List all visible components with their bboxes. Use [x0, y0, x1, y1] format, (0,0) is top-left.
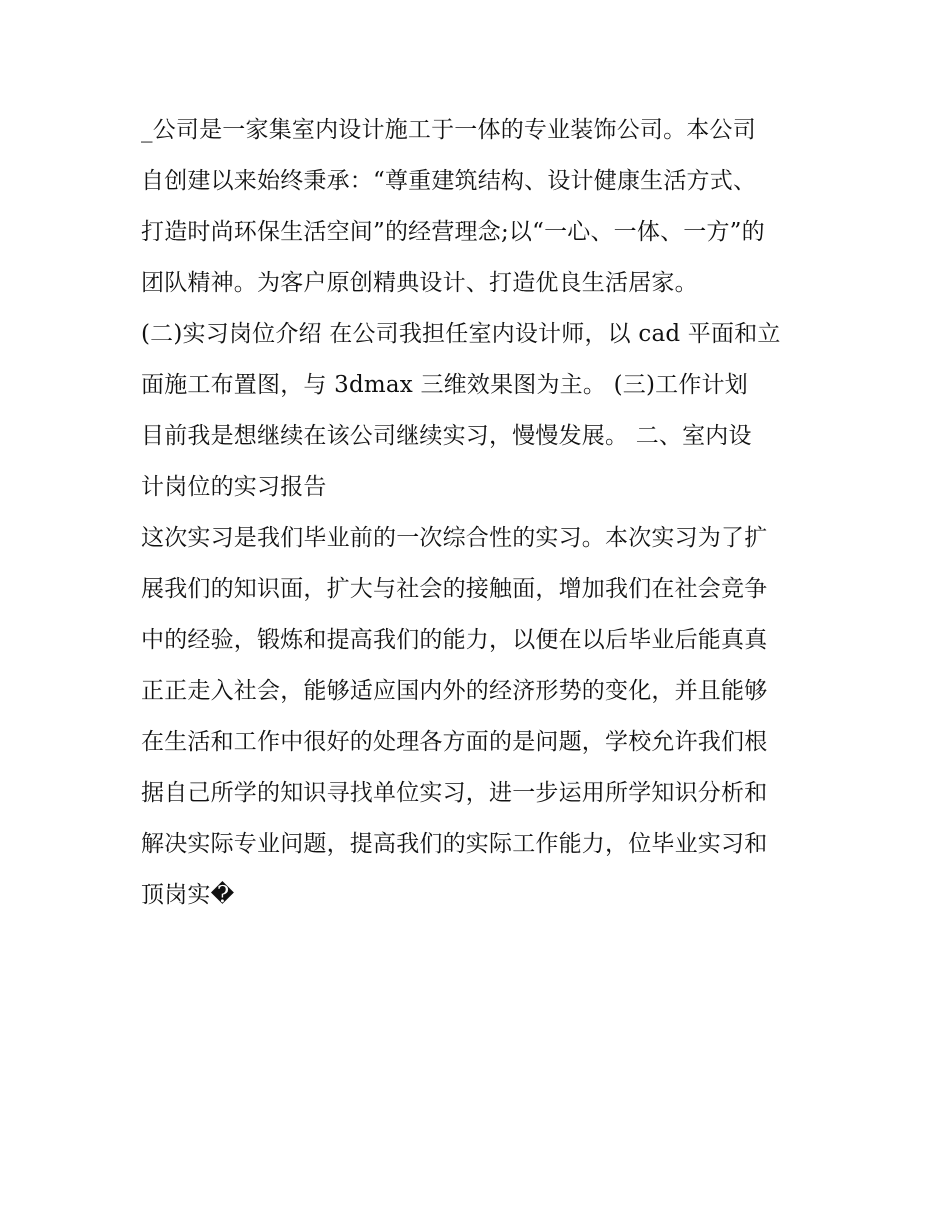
text-line-2: 自创建以来始终秉承：“尊重建筑结构、设计健康生活方式、 — [141, 168, 757, 194]
text-line-4: 团队精神。为客户原创精典设计、打造优良生活居家。 — [141, 270, 698, 296]
text-line-5: (二)实习岗位介绍 在公司我担任室内设计师，以 cad 平面和立 — [141, 321, 781, 347]
text-line-7: 目前我是想继续在该公司继续实习，慢慢发展。 二、室内设 — [141, 423, 752, 449]
text-line-1: _公司是一家集室内设计施工于一体的专业装饰公司。本公司 — [141, 117, 756, 143]
text-line-11: 中的经验，锻炼和提高我们的能力，以便在以后毕业后能真真 — [141, 627, 768, 653]
text-line-6: 面施工布置图，与 3dmax 三维效果图为主。 (三)工作计划 — [141, 372, 748, 398]
text-line-10: 展我们的知识面，扩大与社会的接触面，增加我们在社会竞争 — [141, 576, 768, 602]
text-line-13: 在生活和工作中很好的处理各方面的是问题，学校允许我们根 — [141, 729, 768, 755]
text-line-9: 这次实习是我们毕业前的一次综合性的实习。本次实习为了扩 — [141, 525, 768, 551]
text-line-12: 正正走入社会，能够适应国内外的经济形势的变化，并且能够 — [141, 678, 768, 704]
text-line-14: 据自己所学的知识寻找单位实习，进一步运用所学知识分析和 — [141, 780, 768, 806]
text-line-15: 解决实际专业问题，提高我们的实际工作能力，位毕业实习和 — [141, 831, 768, 857]
text-line-8: 计岗位的实习报告 — [141, 474, 327, 500]
text-line-3: 打造时尚环保生活空间”的经营理念;以“一心、一体、一方”的 — [141, 219, 765, 245]
body-text — [141, 108, 821, 924]
text-line-16: 顶岗实� — [141, 882, 235, 908]
